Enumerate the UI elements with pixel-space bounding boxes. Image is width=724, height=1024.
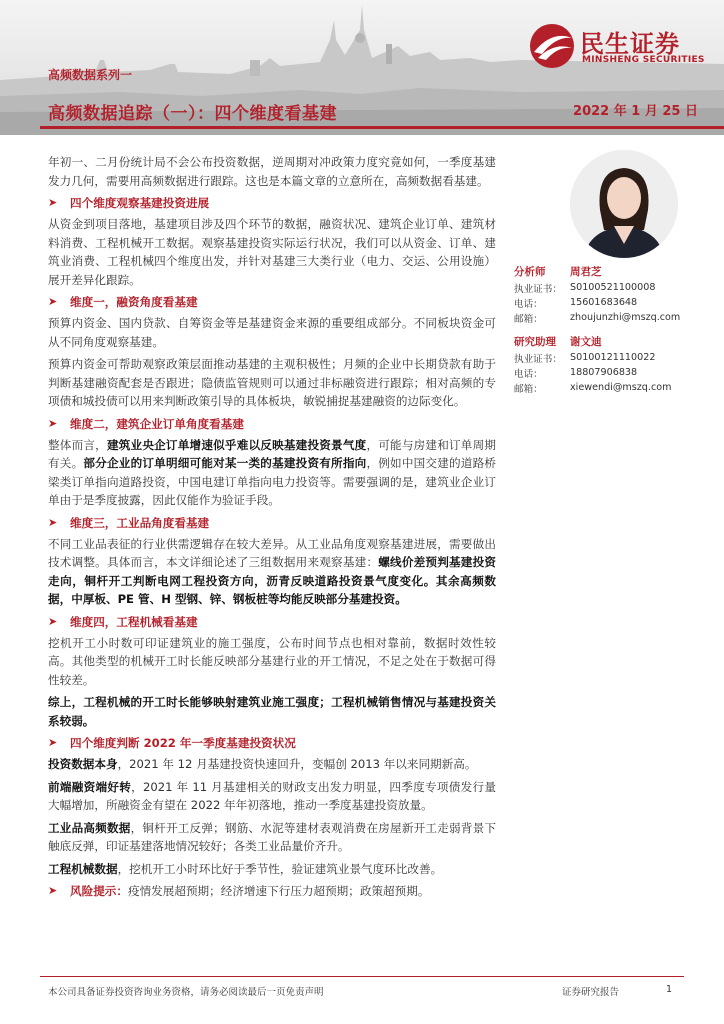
section-heading-4: ➤ 维度三，工业品角度看基建: [48, 515, 210, 530]
section-1-paragraph: 从资金到项目落地，基建项目涉及四个环节的数据，融资状况、建筑企业订单、建筑材料消费、工程机械开工数据。观察基建投资实际运行状况，我们可以从资金、订单、建筑业消费、工程机械四个维度出发，并针对基建三大类行业（电力、交运、公用设施）展开差异化跟踪。: [48, 217, 496, 287]
footer-divider: [40, 976, 684, 977]
section-heading-1: ➤ 四个维度观察基建投资进展: [48, 196, 210, 210]
report-body: [48, 153, 496, 903]
analyst-name: 谢文迪: [570, 335, 602, 348]
summary-paragraph: 综上，工程机械的开工时长能够映射建筑业施工强度；工程机械销售情况与基建投资关系较弱。: [48, 695, 496, 728]
footer-report-type: 证券研究报告: [562, 987, 620, 998]
analyst-phone: 18807906838: [570, 367, 638, 378]
analyst-photo: [570, 150, 678, 258]
logo-text-en: MINSHENG SECURITIES: [582, 55, 705, 65]
section-6-paragraph-2: 前端融资端好转，2021 年 11 月基建相关的财政支出发力明显，四季度专项债发行量大幅增加，所融资金有望在 2022 年年初落地，推动一季度基建投资放量。: [48, 779, 496, 812]
chevron-right-icon: ➤: [48, 416, 58, 430]
chevron-right-icon: ➤: [48, 196, 58, 209]
chevron-right-icon: ➤: [48, 736, 58, 749]
analyst-role: 分析师: [514, 265, 546, 278]
chevron-right-icon: ➤: [48, 295, 58, 308]
analyst-card-1: 分析师 周君芝 执业证书： S0100521100008 电话： 15601683648 邮箱： zhoujunzhi@mszq.com: [514, 265, 681, 325]
intro-paragraph: 年初一、二月份统计局不会公布投资数据，逆周期对冲政策力度究竟如何，一季度基建发力几何，需要用高频数据进行跟踪。这也是本篇文章的立意所在，高频数据看基建。: [48, 155, 496, 188]
chevron-right-icon: ➤: [48, 614, 58, 628]
section-heading-2: ➤ 维度一，融资角度看基建: [48, 295, 198, 309]
section-2-paragraph-1: 预算内资金、国内贷款、自筹资金等是基建资金来源的重要组成部分。不同板块资金可从不同角度观察基建。: [48, 316, 496, 349]
report-title: 高频数据追踪（一）：四个维度看基建: [48, 104, 337, 124]
minsheng-logo-mark-icon: [528, 22, 576, 70]
analyst-email[interactable]: zhoujunzhi@mszq.com: [570, 312, 681, 323]
analyst-cert: S0100521100008: [570, 282, 656, 293]
section-6-paragraph-4: 工程机械数据，挖机开工小时环比好于季节性，验证建筑业景气度环比改善。: [48, 861, 443, 876]
series-label: 高频数据系列一: [48, 68, 133, 82]
analyst-email[interactable]: xiewendi@mszq.com: [570, 382, 672, 393]
analyst-cert: S0100121110022: [570, 352, 656, 363]
footer-disclaimer: 本公司具备证券投资咨询业务资格，请务必阅读最后一页免责声明: [48, 987, 324, 998]
analyst-phone: 15601683648: [570, 297, 638, 308]
risk-warning: ➤ 风险提示： 疫情发展超预期；经济增速下行压力超预期；政策超预期。: [48, 884, 430, 898]
report-date: 2022 年 1 月 25 日: [573, 104, 698, 119]
page-number: 1: [666, 984, 673, 995]
analyst-portrait-icon: [570, 150, 678, 258]
section-3-paragraph: 整体而言，建筑业央企订单增速似乎难以反映基建投资景气度，可能与房建和订单周期有关。部分企业的订单明细可能对某一类的基建投资有所指向，例如中国交建的道路桥梁类订单指向道路投资，中国电建订单指向电力投资等。需要强调的是，建筑业企业订单由于是季度披露，因此仅能作为验证手段。: [48, 437, 496, 507]
section-6-paragraph-3: 工业品高频数据，铜杆开工反弹；钢筋、水泥等建材表观消费在房屋新开工走弱背景下触底反弹，印证基建落地情况较好；各类工业品量价齐升。: [48, 820, 496, 853]
analyst-role: 研究助理: [514, 335, 556, 348]
section-2-paragraph-2: 预算内资金可帮助观察政策层面推动基建的主观积极性；月频的企业中长期贷款有助于判断基建融资配套是否跟进；隐债监管规则可以通过非标融资进行跟踪；相对高频的专项债和城投债可以用来判断政策引导的具体板块，敏锐捕捉基建融资的边际变化。: [48, 357, 496, 408]
chevron-right-icon: ➤: [48, 515, 58, 529]
report-header: [0, 0, 724, 135]
section-heading-6: ➤ 四个维度判断 2022 年一季度基建投资状况: [48, 736, 296, 750]
analyst-card-2: 研究助理 谢文迪 执业证书： S0100121110022 电话： 18807906838 邮箱： xiewendi@mszq.com: [514, 335, 672, 395]
section-6-paragraph-1: 投资数据本身，2021 年 12 月基建投资快速回升，变幅创 2013 年以来同期新高。: [48, 757, 477, 771]
header-divider: [40, 126, 724, 129]
section-heading-5: ➤ 维度四，工程机械看基建: [48, 614, 198, 629]
minsheng-logo: [528, 22, 708, 72]
section-4-paragraph: 不同工业品表征的行业供需逻辑存在较大差异。从工业品角度观察基建进展，需要做出技术调整。具体而言，本文详细论述了三组数据用来观察基建：螺线价差预判基建投资走向，铜杆开工判断电网工程投资方向，沥青反映道路投资景气度变化。其余高频数据，中厚板、PE 管、H 型钢、锌、钢板桩等均能反映部分基建投资。: [48, 536, 496, 606]
logo-text-cn: 民生证券: [580, 30, 680, 58]
chevron-right-icon: ➤: [48, 884, 58, 897]
analyst-name: 周君芝: [570, 265, 602, 278]
section-5-paragraph: 挖机开工小时数可印证建筑业的施工强度，公布时间节点也相对靠前，数据时效性较高。其他类型的机械开工时长能反映部分基建行业的开工情况，不足之处在于数据可得性较差。: [48, 635, 496, 687]
section-heading-3: ➤ 维度二，建筑企业订单角度看基建: [48, 416, 244, 431]
